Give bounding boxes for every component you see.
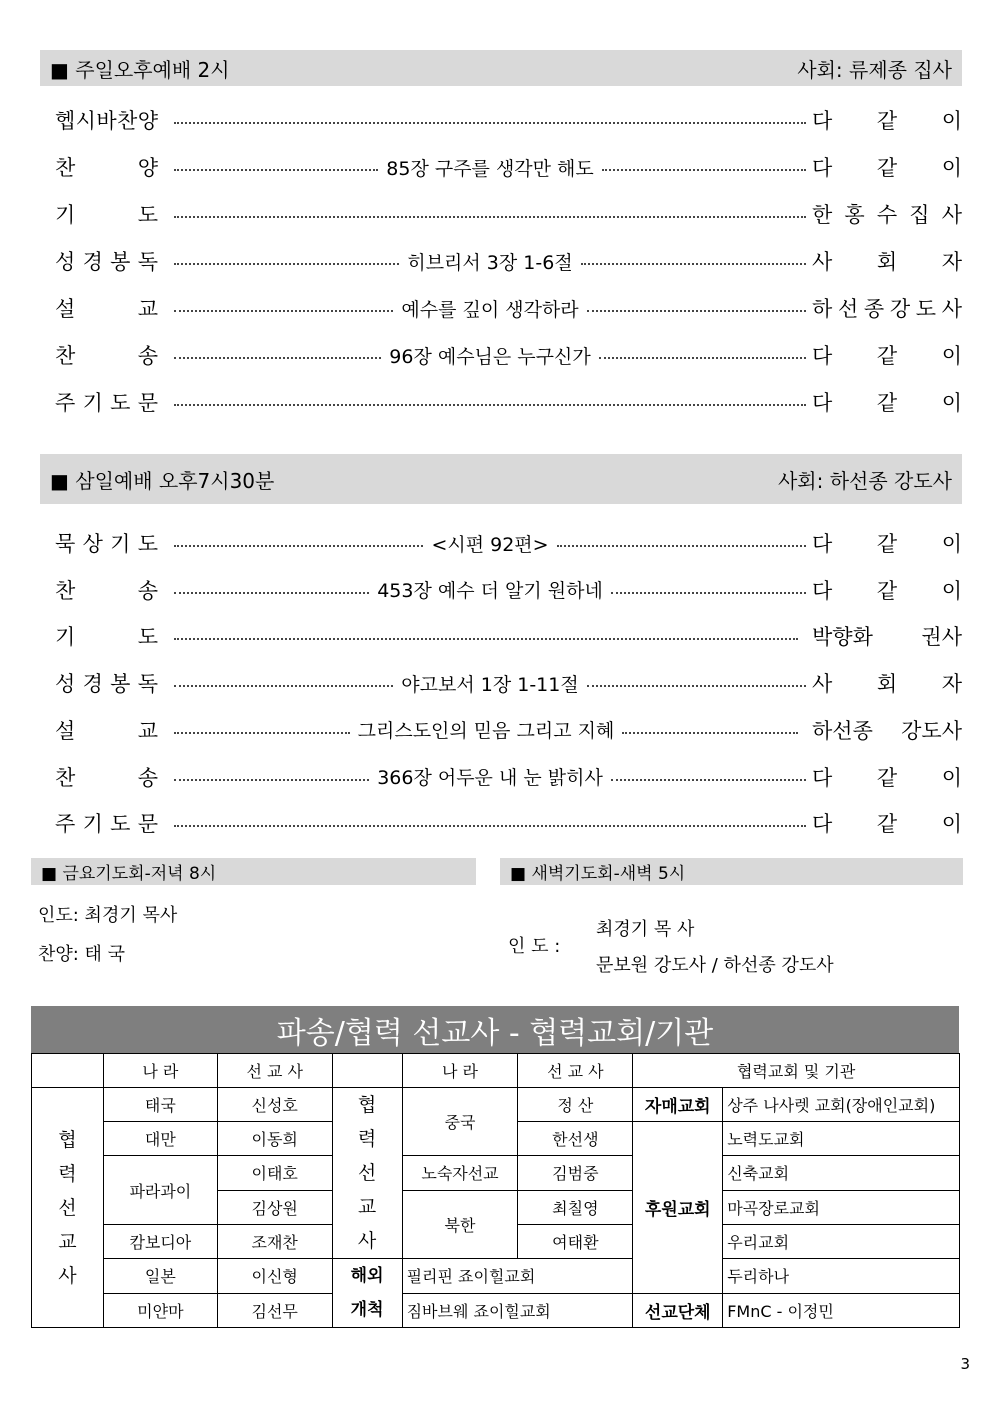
dotted-leader	[174, 263, 399, 265]
leader-dots	[174, 398, 806, 406]
mid-country-nk: 북한	[402, 1190, 518, 1258]
leader-dots	[174, 154, 806, 181]
left-name-1: 이동희	[217, 1122, 332, 1156]
order-item-person-part: 다	[812, 532, 833, 556]
order-item-label-char: 송	[137, 765, 158, 790]
order-item-label	[55, 575, 158, 605]
dotted-leader	[174, 404, 806, 406]
order-item-label	[55, 668, 158, 698]
order-item-person-part: 강	[889, 297, 911, 321]
sister-church-label: 자매교회	[633, 1088, 723, 1122]
order-item-label-char: 설	[55, 297, 76, 321]
order-item-person-part: 사	[941, 203, 962, 227]
order-item-person-part: 이	[941, 109, 962, 133]
overseas-church-0: 필리핀 죠이힐교회	[402, 1259, 633, 1294]
order-item-person-part: 회	[876, 250, 898, 274]
support-church-1: 신축교회	[723, 1156, 960, 1190]
wednesday-order-row	[55, 807, 962, 839]
order-item-label-char: 기	[55, 203, 76, 227]
mission-org-label: 선교단체	[633, 1293, 723, 1328]
overseas-label-1: 해외	[350, 1266, 384, 1286]
order-item-person	[812, 668, 962, 698]
support-church-3: 우리교회	[723, 1225, 960, 1259]
order-item-label-char: 교	[137, 718, 158, 743]
dawn-leader-2: 문보원 강도사 / 하선종 강도사	[596, 955, 834, 976]
order-item-person-part: 다	[812, 812, 833, 837]
order-item-person-part: 같	[876, 156, 898, 180]
order-item-person	[812, 575, 962, 605]
order-item-person	[812, 152, 962, 182]
order-item-label-char: 송	[137, 578, 158, 603]
dotted-leader	[174, 638, 798, 640]
order-item-label-char: 찬	[55, 578, 76, 603]
mid-country-homeless: 노숙자선교	[402, 1156, 518, 1190]
order-item-person-part: 권사	[921, 625, 962, 650]
order-item-label-char: 기	[110, 532, 131, 556]
left-name-6: 김선무	[217, 1293, 332, 1328]
order-item-person	[812, 528, 962, 558]
sunday-order-row	[55, 292, 962, 324]
dotted-leader	[174, 592, 369, 594]
wednesday-service-header	[40, 454, 962, 504]
dotted-leader	[174, 685, 393, 687]
support-church-label: 후원교회	[633, 1122, 723, 1294]
order-item-person-part: 집	[909, 203, 930, 227]
order-item-label	[55, 246, 158, 276]
order-item-label	[55, 621, 158, 651]
order-item-content: <시편 92편>	[431, 533, 549, 556]
support-church-0: 노력도교회	[723, 1122, 960, 1156]
order-item-label-char: 도	[137, 203, 158, 227]
order-item-person	[812, 762, 962, 792]
dotted-leader	[174, 357, 381, 359]
order-item-label-char: 헵	[55, 109, 76, 133]
order-item-label-char: 문	[137, 391, 158, 415]
order-item-person-part: 자	[941, 250, 962, 274]
order-item-label	[55, 528, 158, 558]
order-item-person	[812, 199, 962, 229]
order-item-label	[55, 762, 158, 792]
overseas-label-2: 개척	[350, 1300, 384, 1320]
wednesday-order-row	[55, 574, 962, 606]
dawn-leader-1: 최경기 목 사	[596, 919, 695, 940]
order-item-person-part: 다	[812, 109, 833, 133]
friday-praise: 찬양: 태 국	[38, 944, 126, 965]
order-item-person	[812, 105, 962, 135]
missions-table	[31, 1053, 960, 1328]
order-item-label-char: 봉	[110, 250, 131, 274]
order-item-content: 그리스도인의 믿음 그리고 지혜	[357, 720, 615, 743]
order-item-label-char: 주	[55, 812, 76, 837]
order-item-person-part: 수	[876, 203, 898, 227]
order-item-person-part: 하	[812, 297, 833, 321]
order-item-person	[812, 293, 962, 323]
leader-dots	[174, 248, 806, 275]
mid-name-nk-0: 최칠영	[518, 1190, 633, 1224]
overseas-label	[332, 1259, 402, 1328]
mid-group-label: 협 력 선 교 사	[332, 1088, 402, 1259]
dotted-leader	[599, 357, 806, 359]
order-item-label-char: 도	[137, 625, 158, 650]
dawn-prayer-header	[500, 858, 963, 885]
order-item-person-part: 같	[876, 391, 898, 415]
order-item-person-part: 하선종	[812, 718, 873, 743]
order-item-label-char: 성	[55, 250, 76, 274]
wednesday-order-row	[55, 667, 962, 699]
sunday-order-row	[55, 104, 962, 136]
order-item-label-char: 독	[137, 250, 158, 274]
mid-name-china-1: 한선생	[518, 1122, 633, 1156]
left-country-5: 일본	[103, 1259, 217, 1294]
wednesday-order-row	[55, 714, 962, 746]
order-item-person-part: 홍	[844, 203, 865, 227]
order-item-person-part: 같	[876, 532, 898, 556]
order-item-person-part: 이	[941, 765, 962, 790]
order-item-label-char: 찬	[55, 156, 76, 180]
sunday-service-title: ■ 주일오후예배 2시	[50, 57, 230, 82]
order-item-label-char: 기	[82, 812, 103, 837]
leader-dots	[174, 763, 806, 790]
sunday-order-row	[55, 151, 962, 183]
order-item-person-part: 선	[837, 297, 859, 321]
order-item-person-part: 이	[941, 391, 962, 415]
order-item-person-part: 사	[812, 250, 833, 274]
order-item-label-char: 교	[137, 297, 158, 321]
order-item-label	[55, 199, 158, 229]
left-country-1: 대만	[103, 1122, 217, 1156]
leader-dots	[174, 210, 806, 218]
order-item-content: 85장 구주를 생각만 해도	[386, 157, 594, 180]
order-item-label	[55, 715, 158, 745]
order-item-label	[55, 808, 158, 838]
order-item-label-char: 도	[110, 812, 131, 837]
order-item-label	[55, 105, 158, 135]
order-item-label	[55, 152, 158, 182]
order-item-label-char: 찬	[117, 109, 138, 133]
support-church-2: 마곡장로교회	[723, 1190, 960, 1224]
order-item-content: 히브리서 3장 1-6절	[407, 251, 573, 274]
dotted-leader	[174, 122, 806, 124]
order-item-label-char: 양	[137, 156, 158, 180]
table-row	[32, 1088, 960, 1122]
order-item-label-char: 바	[96, 109, 117, 133]
order-item-label-char: 설	[55, 718, 76, 743]
dotted-leader	[174, 825, 806, 827]
order-item-content: 예수를 깊이 생각하라	[401, 298, 579, 321]
mid-name-china-0: 정 산	[518, 1088, 633, 1122]
order-item-person-part: 같	[876, 578, 898, 603]
order-item-person-part: 한	[812, 203, 833, 227]
dotted-leader	[587, 310, 806, 312]
order-item-label-char: 주	[55, 391, 76, 415]
order-item-label-char: 송	[137, 344, 158, 368]
order-item-person-part: 다	[812, 391, 833, 415]
mid-name-homeless: 김범중	[518, 1156, 633, 1190]
order-item-person-part: 같	[876, 344, 898, 368]
header-missionary: 선 교 사	[217, 1054, 332, 1088]
sunday-order-row	[55, 198, 962, 230]
leader-dots	[174, 819, 806, 827]
order-item-person	[812, 340, 962, 370]
friday-leader: 인도: 최경기 목사	[38, 905, 178, 926]
order-item-label-char: 찬	[55, 765, 76, 790]
header-church: 협력교회 및 기관	[633, 1054, 960, 1088]
left-name-0: 신성호	[217, 1088, 332, 1122]
dotted-leader	[587, 685, 806, 687]
left-name-5: 이신형	[217, 1259, 332, 1294]
order-item-label-char: 봉	[110, 672, 131, 697]
sunday-order-row	[55, 339, 962, 371]
order-item-person-part: 박향화	[812, 625, 873, 650]
order-item-label-char: 기	[55, 625, 76, 650]
order-item-label-char: 도	[110, 391, 131, 415]
order-item-label-char: 독	[137, 672, 158, 697]
order-item-label-char: 찬	[55, 344, 76, 368]
left-name-3: 김상원	[217, 1190, 332, 1224]
left-country-0: 태국	[103, 1088, 217, 1122]
table-row	[32, 1293, 960, 1328]
dawn-prayer-title: ■ 새벽기도회-새벽 5시	[510, 864, 686, 884]
header-missionary-2: 선 교 사	[518, 1054, 633, 1088]
leader-dots	[174, 116, 806, 124]
order-item-label-char: 묵	[55, 532, 76, 556]
order-item-person-part: 다	[812, 156, 833, 180]
friday-prayer-header	[31, 858, 476, 885]
dotted-leader	[581, 263, 806, 265]
order-item-person-part: 이	[941, 344, 962, 368]
wednesday-order-row	[55, 620, 962, 652]
order-item-label-char: 경	[82, 250, 103, 274]
mid-name-nk-1: 여태환	[518, 1225, 633, 1259]
dotted-leader	[622, 732, 798, 734]
order-item-person-part: 사	[941, 297, 962, 321]
order-item-person-part: 같	[876, 109, 898, 133]
wednesday-order-row	[55, 761, 962, 793]
leader-dots	[174, 530, 806, 557]
order-item-person-part: 종	[863, 297, 885, 321]
order-item-label-char: 시	[75, 109, 96, 133]
left-country-6: 미얀마	[103, 1293, 217, 1328]
sister-church: 상주 나사렛 교회(장애인교회)	[723, 1088, 960, 1122]
order-item-person-part: 자	[941, 672, 962, 697]
dotted-leader	[174, 216, 806, 218]
order-item-label	[55, 387, 158, 417]
dotted-leader	[174, 732, 350, 734]
wednesday-order-row	[55, 527, 962, 559]
dawn-leader-label: 인 도 :	[508, 936, 561, 957]
order-item-person	[812, 246, 962, 276]
dotted-leader	[557, 545, 806, 547]
order-item-label-char: 양	[137, 109, 158, 133]
table-row	[32, 1259, 960, 1294]
dotted-leader	[602, 169, 806, 171]
sunday-service-header	[40, 50, 962, 86]
order-item-person-part: 도	[915, 297, 937, 321]
order-item-content: 453장 예수 더 알기 원하네	[377, 580, 603, 603]
order-item-person-part: 같	[876, 812, 898, 837]
header-country: 나 라	[103, 1054, 217, 1088]
mission-org: FMnC - 이정민	[723, 1293, 960, 1328]
order-item-person	[804, 715, 962, 745]
dotted-leader	[611, 592, 806, 594]
leader-dots	[174, 576, 806, 603]
leader-dots	[174, 670, 806, 697]
wednesday-service-title: ■ 삼일예배 오후7시30분	[50, 468, 275, 493]
missions-banner	[31, 1006, 959, 1053]
sunday-service-host: 사회: 류제종 집사	[797, 57, 952, 82]
order-item-person-part: 이	[941, 532, 962, 556]
order-item-person-part: 다	[812, 765, 833, 790]
order-item-label-char: 도	[137, 532, 158, 556]
left-name-2: 이태호	[217, 1156, 332, 1190]
friday-prayer-title: ■ 금요기도회-저녁 8시	[41, 864, 217, 884]
leader-dots	[174, 632, 798, 640]
order-item-person-part: 회	[876, 672, 898, 697]
sunday-order-row	[55, 386, 962, 418]
order-item-label-char: 문	[137, 812, 158, 837]
header-country-2: 나 라	[402, 1054, 518, 1088]
left-group-label: 협 력 선 교 사	[32, 1088, 104, 1328]
order-item-label-char: 성	[55, 672, 76, 697]
order-item-content: 96장 예수님은 누구신가	[389, 345, 591, 368]
support-church-4: 두리하나	[723, 1259, 960, 1294]
mid-country-china: 중국	[402, 1088, 518, 1156]
header-blank	[32, 1054, 104, 1088]
order-item-label-char: 기	[82, 391, 103, 415]
order-item-label	[55, 340, 158, 370]
dotted-leader	[174, 545, 423, 547]
sunday-order-row	[55, 245, 962, 277]
header-blank-2	[332, 1054, 402, 1088]
order-item-person-part: 이	[941, 156, 962, 180]
order-item-label-char: 상	[82, 532, 103, 556]
order-item-label	[55, 293, 158, 323]
overseas-church-1: 짐바브웨 죠이힐교회	[402, 1293, 633, 1328]
order-item-person-part: 이	[941, 812, 962, 837]
order-item-person-part: 같	[876, 765, 898, 790]
table-header-row	[32, 1054, 960, 1088]
order-item-label-char: 경	[82, 672, 103, 697]
order-item-person	[812, 387, 962, 417]
table-row	[32, 1156, 960, 1190]
order-item-person-part: 강도사	[901, 718, 962, 743]
missions-banner-title: 파송/협력 선교사 - 협력교회/기관	[276, 1015, 714, 1051]
leader-dots	[174, 342, 806, 369]
dotted-leader	[611, 779, 806, 781]
dotted-leader	[174, 310, 393, 312]
order-item-person	[812, 808, 962, 838]
leader-dots	[174, 716, 798, 743]
order-item-content: 366장 어두운 내 눈 밝히사	[377, 767, 603, 789]
dotted-leader	[174, 779, 369, 781]
page-number: 3	[960, 1355, 970, 1373]
left-name-4: 조재찬	[217, 1225, 332, 1259]
order-item-person	[804, 621, 962, 651]
order-item-person-part: 사	[812, 672, 833, 697]
left-country-4: 캄보디아	[103, 1225, 217, 1259]
order-item-person-part: 다	[812, 344, 833, 368]
order-item-person-part: 이	[941, 578, 962, 603]
wednesday-service-host: 사회: 하선종 강도사	[777, 468, 952, 493]
dotted-leader	[174, 169, 378, 171]
leader-dots	[174, 295, 806, 322]
order-item-content: 야고보서 1장 1-11절	[401, 673, 579, 696]
left-country-2: 파라과이	[103, 1156, 217, 1225]
order-item-person-part: 다	[812, 578, 833, 603]
